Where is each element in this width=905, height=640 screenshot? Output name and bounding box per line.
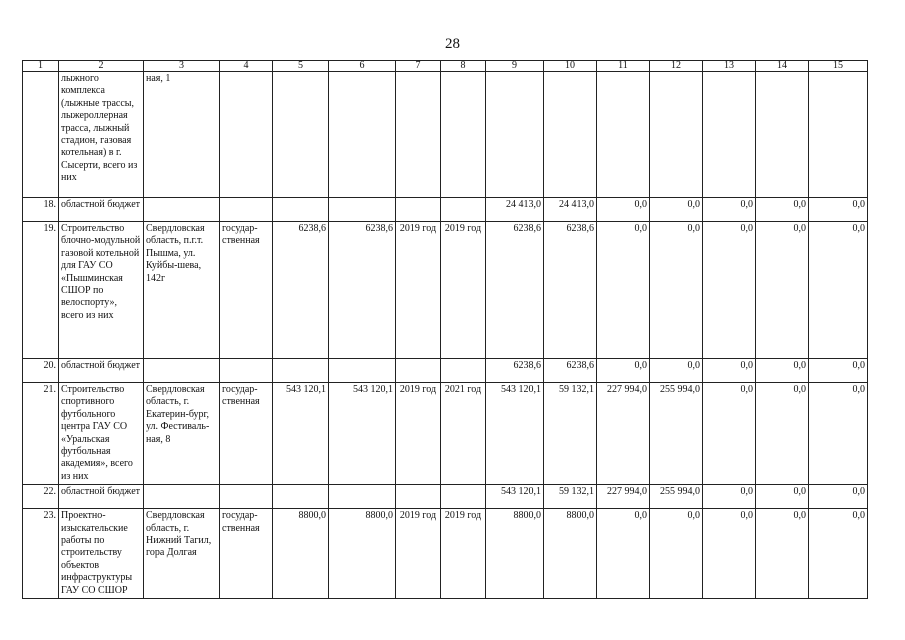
- cell-value: 6238,6: [273, 222, 329, 359]
- cell-value: [703, 72, 756, 198]
- column-header: 3: [144, 61, 220, 72]
- cell-value: 0,0: [597, 198, 650, 222]
- cell-value: 227 994,0: [597, 485, 650, 509]
- cell-value: [273, 359, 329, 383]
- column-header: 15: [809, 61, 868, 72]
- cell-value: 0,0: [650, 222, 703, 359]
- column-header: 9: [486, 61, 544, 72]
- cell-value: 255 994,0: [650, 485, 703, 509]
- cell-value: 0,0: [756, 359, 809, 383]
- table-row: [23, 383, 868, 485]
- column-header: 6: [329, 61, 396, 72]
- cell-value: 6238,6: [486, 222, 544, 359]
- column-header: 10: [544, 61, 597, 72]
- cell-value: 0,0: [756, 198, 809, 222]
- cell-value: 59 132,1: [544, 485, 597, 509]
- cell-value: 8800,0: [486, 509, 544, 599]
- cell-value: 0,0: [703, 222, 756, 359]
- cell-value: [809, 72, 868, 198]
- cell-value: 0,0: [756, 485, 809, 509]
- table-row: [23, 198, 868, 222]
- cell-value: 24 413,0: [486, 198, 544, 222]
- cell-value: 0,0: [703, 359, 756, 383]
- cell-value: [329, 485, 396, 509]
- object-address: [144, 485, 220, 509]
- cell-value: 0,0: [597, 222, 650, 359]
- cell-value: 0,0: [597, 509, 650, 599]
- cell-value: [597, 72, 650, 198]
- column-header: 7: [396, 61, 441, 72]
- table-row: [23, 485, 868, 509]
- cell-value: 2019 год: [441, 222, 486, 359]
- cell-value: 6238,6: [544, 359, 597, 383]
- cell-value: 0,0: [756, 509, 809, 599]
- column-header: 4: [220, 61, 273, 72]
- object-name: областной бюджет: [59, 485, 144, 509]
- object-name: областной бюджет: [59, 359, 144, 383]
- cell-value: 0,0: [703, 485, 756, 509]
- cell-value: 24 413,0: [544, 198, 597, 222]
- cell-value: 8800,0: [273, 509, 329, 599]
- column-header: 5: [273, 61, 329, 72]
- cell-value: 0,0: [809, 359, 868, 383]
- ownership-type: [220, 198, 273, 222]
- cell-value: 8800,0: [544, 509, 597, 599]
- column-header: 13: [703, 61, 756, 72]
- table-row: [23, 72, 868, 198]
- row-index: 20.: [23, 359, 59, 383]
- ownership-type: [220, 72, 273, 198]
- cell-value: 0,0: [809, 509, 868, 599]
- cell-value: [441, 72, 486, 198]
- cell-value: 543 120,1: [329, 383, 396, 485]
- cell-value: 2019 год: [396, 222, 441, 359]
- cell-value: 6238,6: [486, 359, 544, 383]
- object-address: [144, 198, 220, 222]
- cell-value: 0,0: [809, 198, 868, 222]
- cell-value: 543 120,1: [486, 485, 544, 509]
- cell-value: 59 132,1: [544, 383, 597, 485]
- cell-value: [329, 72, 396, 198]
- cell-value: 2019 год: [396, 509, 441, 599]
- cell-value: 0,0: [756, 222, 809, 359]
- object-name: Строительство блочно-модульной газовой котельной для ГАУ СО «Пышминская СШОР по велоспорту», всего из них: [59, 222, 144, 359]
- ownership-type: [220, 485, 273, 509]
- table-row: [23, 509, 868, 599]
- row-index: 22.: [23, 485, 59, 509]
- cell-value: 0,0: [703, 383, 756, 485]
- cell-value: [756, 72, 809, 198]
- cell-value: 543 120,1: [486, 383, 544, 485]
- cell-value: [329, 359, 396, 383]
- cell-value: 2021 год: [441, 383, 486, 485]
- cell-value: 255 994,0: [650, 383, 703, 485]
- column-number-row: [23, 61, 868, 72]
- column-header: 1: [23, 61, 59, 72]
- page-number: 28: [445, 36, 460, 52]
- cell-value: 0,0: [809, 222, 868, 359]
- row-index: [23, 72, 59, 198]
- cell-value: 0,0: [650, 359, 703, 383]
- cell-value: [273, 485, 329, 509]
- cell-value: [441, 198, 486, 222]
- object-address: ная, 1: [144, 72, 220, 198]
- cell-value: [273, 198, 329, 222]
- object-address: Свердловская область, п.г.т. Пышма, ул. Куйбы-шева, 142г: [144, 222, 220, 359]
- cell-value: [441, 485, 486, 509]
- ownership-type: [220, 359, 273, 383]
- column-header: 2: [59, 61, 144, 72]
- cell-value: [396, 359, 441, 383]
- cell-value: [396, 198, 441, 222]
- table-row: [23, 222, 868, 359]
- object-address: Свердловская область, г. Нижний Тагил, гора Долгая: [144, 509, 220, 599]
- ownership-type: государ-ственная: [220, 509, 273, 599]
- cell-value: 0,0: [809, 383, 868, 485]
- cell-value: 6238,6: [329, 222, 396, 359]
- cell-value: [486, 72, 544, 198]
- cell-value: 0,0: [703, 509, 756, 599]
- ownership-type: государ-ственная: [220, 383, 273, 485]
- cell-value: [544, 72, 597, 198]
- object-name: Строительство спортивного футбольного центра ГАУ СО «Уральская футбольная академия», всего из них: [59, 383, 144, 485]
- cell-value: 2019 год: [441, 509, 486, 599]
- cell-value: 2019 год: [396, 383, 441, 485]
- row-index: 18.: [23, 198, 59, 222]
- cell-value: [329, 198, 396, 222]
- ownership-type: государ-ственная: [220, 222, 273, 359]
- object-address: Свердловская область, г. Екатерин-бург, ул. Фестиваль-ная, 8: [144, 383, 220, 485]
- cell-value: [396, 485, 441, 509]
- row-index: 23.: [23, 509, 59, 599]
- column-header: 12: [650, 61, 703, 72]
- cell-value: [650, 72, 703, 198]
- object-name: Проектно-изыскательские работы по строительству объектов инфраструктуры ГАУ СО СШОР: [59, 509, 144, 599]
- column-header: 14: [756, 61, 809, 72]
- row-index: 19.: [23, 222, 59, 359]
- cell-value: [273, 72, 329, 198]
- object-address: [144, 359, 220, 383]
- cell-value: 6238,6: [544, 222, 597, 359]
- cell-value: [396, 72, 441, 198]
- cell-value: 543 120,1: [273, 383, 329, 485]
- cell-value: 0,0: [650, 509, 703, 599]
- object-name: областной бюджет: [59, 198, 144, 222]
- budget-table: [22, 60, 868, 599]
- column-header: 11: [597, 61, 650, 72]
- object-name: лыжного комплекса (лыжные трассы, лыжероллерная трасса, лыжный стадион, газовая котельная) в г. Сысерти, всего из них: [59, 72, 144, 198]
- cell-value: 0,0: [597, 359, 650, 383]
- cell-value: 0,0: [703, 198, 756, 222]
- cell-value: 0,0: [809, 485, 868, 509]
- cell-value: 8800,0: [329, 509, 396, 599]
- table-row: [23, 359, 868, 383]
- cell-value: 0,0: [650, 198, 703, 222]
- row-index: 21.: [23, 383, 59, 485]
- column-header: 8: [441, 61, 486, 72]
- cell-value: 0,0: [756, 383, 809, 485]
- cell-value: 227 994,0: [597, 383, 650, 485]
- cell-value: [441, 359, 486, 383]
